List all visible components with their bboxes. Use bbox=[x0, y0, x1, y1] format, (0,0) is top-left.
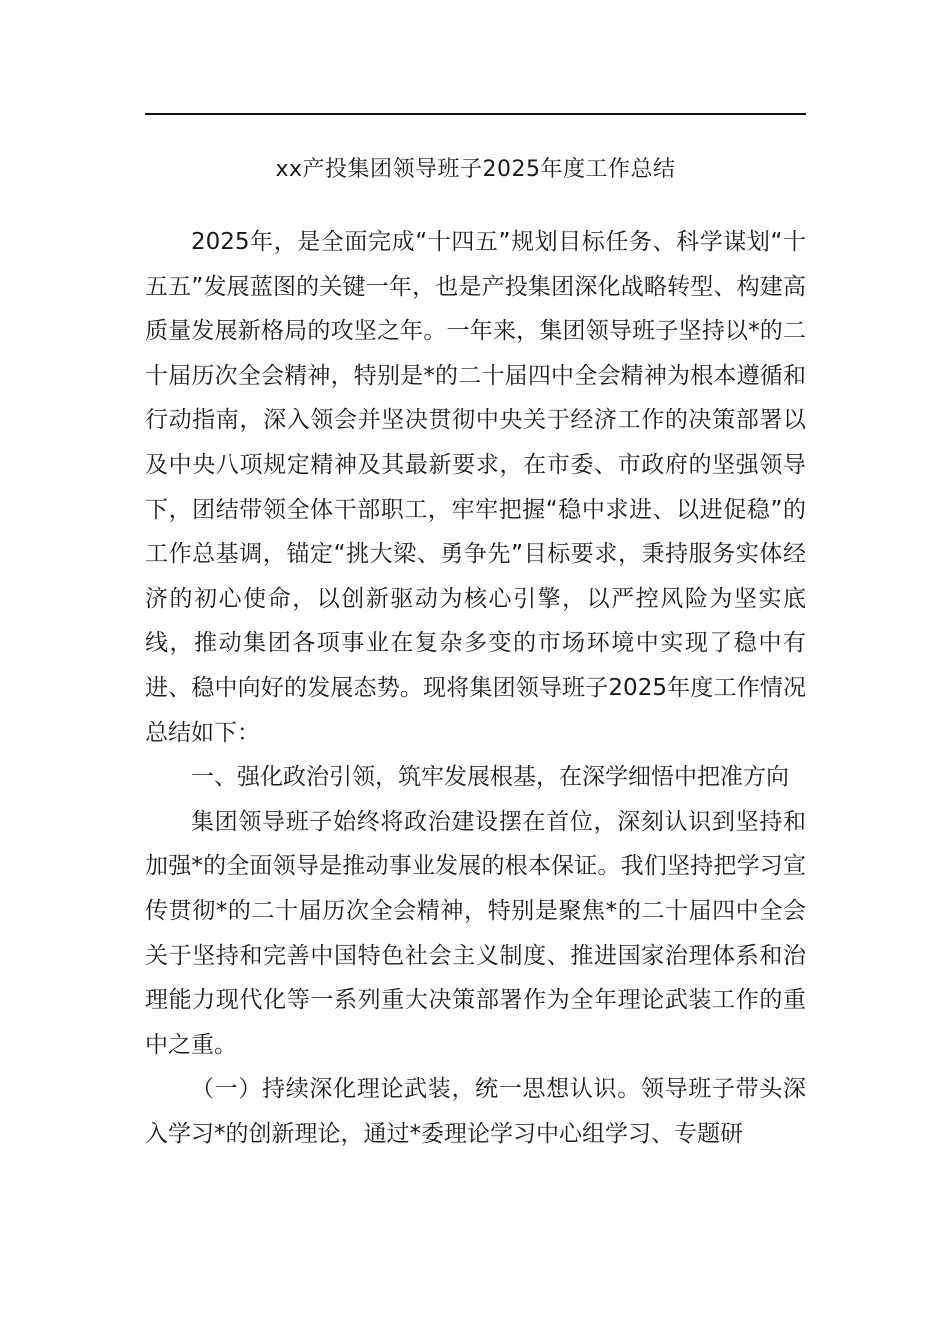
section-1-paragraph: 集团领导班子始终将政治建设摆在首位，深刻认识到坚持和加强*的全面领导是推动事业发展的根本保证。我们坚持把学习宣传贯彻*的二十届历次全会精神，特别是聚焦*的二十届四中全会关于坚持和完善中国特色社会主义制度、推进国家治理体系和治理能力现代化等一系列重大决策部署作为全年理论武装工作的重中之重。 bbox=[145, 808, 806, 1058]
header-rule bbox=[145, 113, 806, 115]
document-title: xx产投集团领导班子2025年度工作总结 bbox=[275, 157, 676, 182]
subsection-1-paragraph: （一）持续深化理论武装，统一思想认识。领导班子带头深入学习*的创新理论，通过*委理论学习中心组学习、专题研 bbox=[145, 1076, 806, 1147]
intro-paragraph: 2025年，是全面完成“十四五”规划目标任务、科学谋划“十五五”发展蓝图的关键一年，也是产投集团深化战略转型、构建高质量发展新格局的攻坚之年。一年来，集团领导班子坚持以*的二十届历次全会精神，特别是*的二十届四中全会精神为根本遵循和行动指南，深入领会并坚决贯彻中央关于经济工作的决策部署以及中央八项规定精神及其最新要求，在市委、市政府的坚强领导下，团结带领全体干部职工，牢牢把握“稳中求进、以进促稳”的工作总基调，锚定“挑大梁、勇争先”目标要求，秉持服务实体经济的初心使命，以创新驱动为核心引擎，以严控风险为坚实底线，推动集团各项事业在复杂多变的市场环境中实现了稳中有进、稳中向好的发展态势。现将集团领导班子2025年度工作情况总结如下： bbox=[145, 229, 806, 746]
section-heading-1: 一、强化政治引领，筑牢发展根基，在深学细悟中把准方向 bbox=[191, 764, 789, 791]
document-body bbox=[145, 220, 806, 1156]
